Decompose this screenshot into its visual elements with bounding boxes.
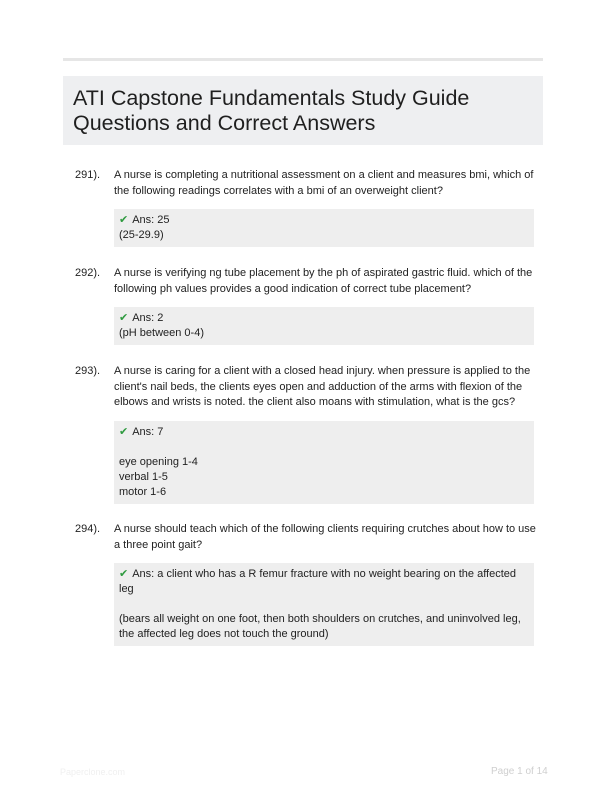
title-line-2: Questions and Correct Answers bbox=[73, 111, 376, 135]
answer-box bbox=[114, 209, 534, 247]
question-number: 294). bbox=[75, 523, 101, 535]
answer-text: Ans: 25 bbox=[132, 214, 170, 226]
question-text: A nurse is verifying ng tube placement by the ph of aspirated gastric fluid. which of the following ph values provides a good indication of correct tube placement? bbox=[114, 267, 533, 295]
question-text: A nurse should teach which of the following clients requiring crutches about how to use a three point gait? bbox=[114, 523, 536, 551]
check-icon: ✔ bbox=[119, 312, 129, 324]
question-number: 293). bbox=[75, 365, 101, 377]
answer-explanation: (25-29.9) bbox=[119, 229, 164, 241]
answer-text: Ans: a client who has a R femur fracture with no weight bearing on the affected leg bbox=[119, 568, 520, 595]
answer-explanation: (pH between 0-4) bbox=[119, 327, 204, 339]
answer-explanation bbox=[119, 440, 529, 455]
check-icon: ✔ bbox=[119, 214, 129, 226]
answer-explanation: (bears all weight on one foot, then both shoulders on crutches, and uninvolved leg, the affected leg does not touch the ground) bbox=[119, 613, 524, 640]
title-banner bbox=[63, 76, 543, 145]
answer-text: Ans: 7 bbox=[132, 426, 164, 438]
answer-explanation: eye opening 1-4 bbox=[119, 456, 198, 468]
footer-watermark: Paperclone.com bbox=[60, 767, 126, 777]
answer-explanation: verbal 1-5 bbox=[119, 471, 168, 483]
title-line-1: ATI Capstone Fundamentals Study Guide bbox=[73, 86, 470, 110]
question-text: A nurse is caring for a client with a closed head injury. when pressure is applied to the client's nail beds, the clients eyes open and adduction of the arms with flexion of the elbows and wrists is noted. the client also moans with stimulation, what is the gcs? bbox=[114, 365, 531, 408]
check-icon: ✔ bbox=[119, 426, 129, 438]
answer-box bbox=[114, 421, 534, 504]
question-number: 291). bbox=[75, 169, 101, 181]
question-number: 292). bbox=[75, 267, 101, 279]
question-text: A nurse is completing a nutritional assessment on a client and measures bmi, which of the following readings correlates with a bmi of an overweight client? bbox=[114, 169, 534, 197]
answer-explanation: motor 1-6 bbox=[119, 486, 167, 498]
page-number: Page 1 of 14 bbox=[491, 766, 548, 777]
check-icon: ✔ bbox=[119, 568, 129, 580]
top-divider bbox=[63, 58, 543, 61]
answer-box bbox=[114, 307, 534, 345]
answer-text: Ans: 2 bbox=[132, 312, 164, 324]
answer-explanation bbox=[119, 597, 529, 612]
answer-box bbox=[114, 563, 534, 646]
